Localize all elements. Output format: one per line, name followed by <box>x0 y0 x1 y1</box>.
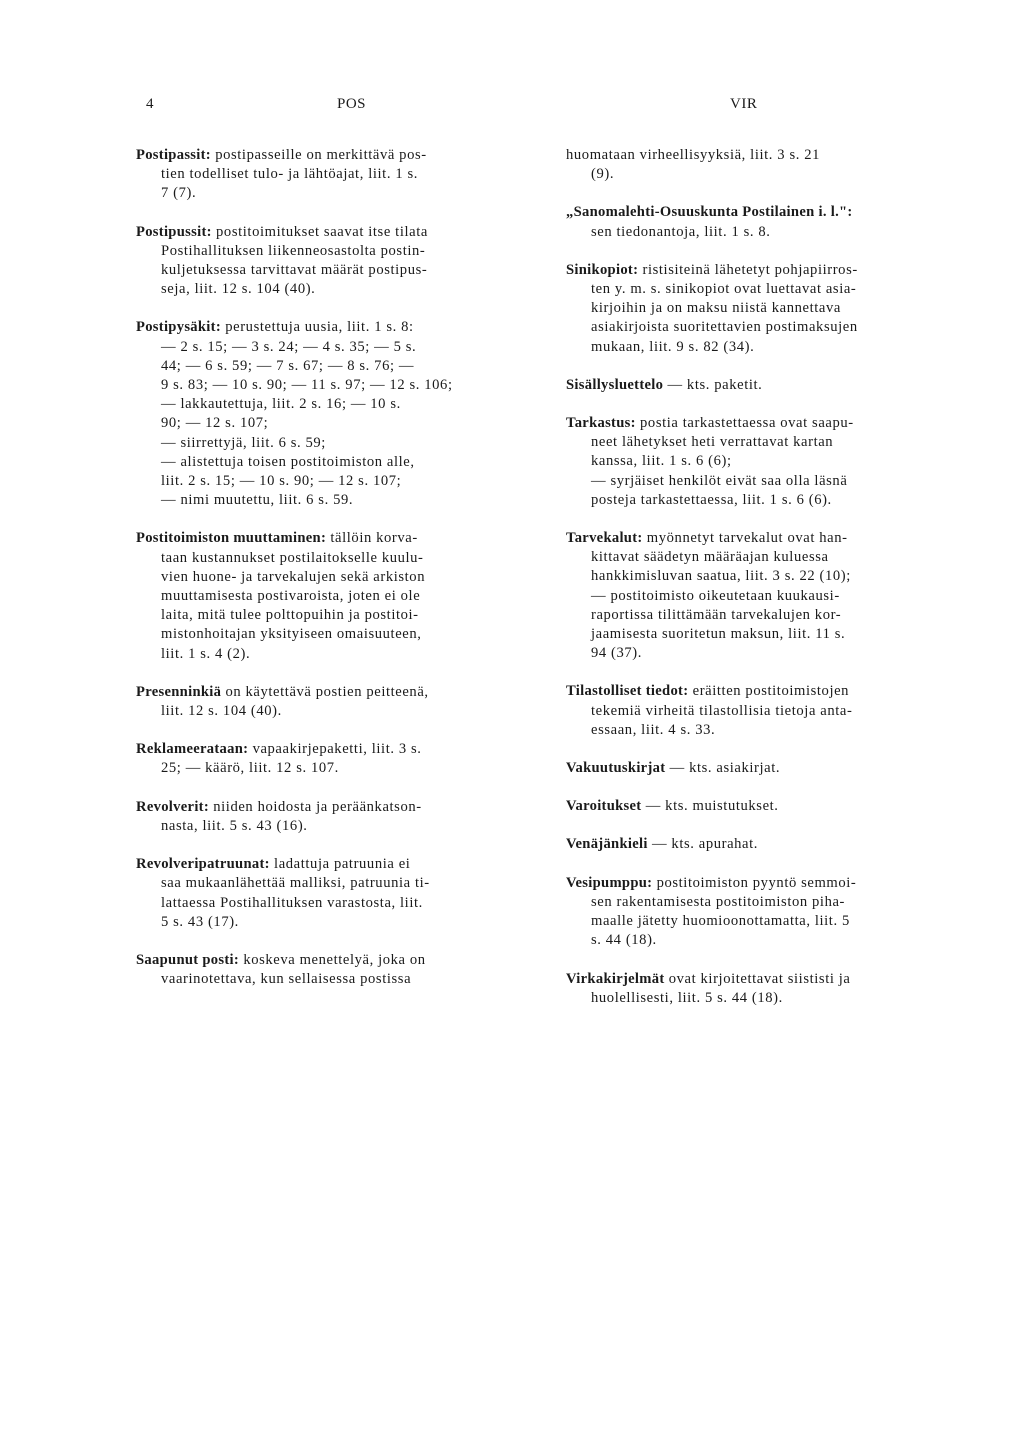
left-column <box>136 146 544 1008</box>
entry-line <box>136 414 544 433</box>
entry-line <box>136 529 544 548</box>
entry-line <box>136 491 544 510</box>
entry-text: — syrjäiset henkilöt eivät saa olla läsnä <box>591 472 848 489</box>
entry-line <box>566 835 974 854</box>
index-entry-tarkastus <box>566 414 974 510</box>
entry-line <box>566 912 974 931</box>
entry-text: — kts. asiakirjat. <box>669 760 781 777</box>
entry-text: — kts. apurahat. <box>651 836 759 853</box>
entry-line <box>136 855 544 874</box>
entry-line <box>136 625 544 644</box>
entry-line <box>136 184 544 203</box>
index-entry-venajankieli <box>566 835 974 854</box>
index-entry-vakuutuskirjat <box>566 759 974 778</box>
entry-line <box>566 376 974 395</box>
entry-line <box>136 318 544 337</box>
entry-line <box>136 395 544 414</box>
entry-text: ladattuja patruunia ei <box>274 856 411 873</box>
entry-keyword: Varoitukset <box>566 798 642 815</box>
entry-keyword: Vakuutuskirjat <box>566 760 666 777</box>
entry-line <box>566 318 974 337</box>
entry-line <box>566 893 974 912</box>
index-entry-presenninkia <box>136 683 544 721</box>
entry-line <box>136 817 544 836</box>
entry-line <box>136 970 544 989</box>
entry-text: jaamisesta suoritetun maksun, liit. 11 s. <box>591 626 846 643</box>
entry-keyword: Virkakirjelmät <box>566 970 665 987</box>
entry-line <box>566 931 974 950</box>
entry-text: 5 s. 43 (17). <box>161 913 239 930</box>
entry-text: tien todelliset tulo- ja lähtöajat, liit. 1 s. <box>161 166 419 183</box>
entry-text: 25; — käärö, liit. 12 s. 107. <box>161 760 339 777</box>
index-entry-huomataan <box>566 146 974 184</box>
entry-text: ovat kirjoitettavat siististi ja <box>668 970 851 987</box>
entry-line <box>136 472 544 491</box>
entry-line <box>566 644 974 663</box>
entry-text: niiden hoidosta ja peräänkatson- <box>213 798 422 815</box>
entry-line <box>136 549 544 568</box>
entry-line <box>136 951 544 970</box>
entry-text: huomataan virheellisyyksiä, liit. 3 s. 21 <box>566 147 821 163</box>
entry-text: — postitoimisto oikeutetaan kuukausi- <box>591 587 840 604</box>
entry-line <box>566 491 974 510</box>
entry-text: 7 (7). <box>161 185 197 202</box>
entry-text: postia tarkastettaessa ovat saapu- <box>640 415 854 432</box>
entry-line <box>136 280 544 299</box>
index-entry-tarvekalut <box>566 529 974 663</box>
entry-text: perustettuja uusia, liit. 1 s. 8: <box>225 319 414 336</box>
entry-text: hankkimisluvan saatua, liit. 3 s. 22 (10); <box>591 568 851 585</box>
entry-line <box>136 223 544 242</box>
entry-line <box>566 529 974 548</box>
entry-text: sen tiedonantoja, liit. 1 s. 8. <box>591 223 771 240</box>
entry-text: liit. 1 s. 4 (2). <box>161 645 251 662</box>
entry-line <box>136 453 544 472</box>
index-entry-saapunut <box>136 951 544 989</box>
entry-line <box>136 606 544 625</box>
entry-line <box>136 759 544 778</box>
entry-line <box>136 568 544 587</box>
entry-text: posteja tarkastettaessa, liit. 1 s. 6 (6). <box>591 491 832 508</box>
entry-keyword: Tarvekalut: <box>566 530 643 547</box>
index-entry-vesipumppu <box>566 874 974 951</box>
entry-text: kittavat säädetyn määräajan kuluessa <box>591 549 829 566</box>
entry-line <box>136 338 544 357</box>
entry-line <box>566 338 974 357</box>
entry-line <box>566 261 974 280</box>
entry-line <box>566 452 974 471</box>
entry-text: ristisiteinä lähetetyt pohjapiirros- <box>642 261 858 278</box>
entry-text: postipasseille on merkittävä pos- <box>215 147 427 163</box>
entry-text: sen rakentamisesta postitoimiston piha- <box>591 893 846 910</box>
entry-text: lattaessa Postihallituksen varastosta, liit. <box>161 894 423 911</box>
entry-text: asiakirjoista suoritettavien postimaksujen <box>591 319 858 336</box>
entry-text: laita, mitä tulee polttopuihin ja postitoi- <box>161 607 419 624</box>
entry-text: (9). <box>591 166 615 183</box>
entry-keyword: Postipysäkit: <box>136 319 221 336</box>
entry-line <box>566 874 974 893</box>
entry-text: — alistettuja toisen postitoimiston alle, <box>161 453 415 470</box>
entry-line <box>136 740 544 759</box>
entry-line <box>136 894 544 913</box>
entry-text: neet lähetykset heti verrattavat kartan <box>591 434 834 451</box>
entry-line <box>566 721 974 740</box>
right-column <box>566 146 974 1027</box>
entry-text: maalle jätetty huomioonottamatta, liit. 5 <box>591 913 850 930</box>
entry-line <box>136 242 544 261</box>
running-head-left: POS <box>337 96 367 112</box>
entry-text: kirjoihin ja on maksu niistä kannettava <box>591 300 841 317</box>
entry-line <box>136 683 544 702</box>
index-entry-revolverit <box>136 798 544 836</box>
entry-line <box>136 434 544 453</box>
entry-line <box>136 587 544 606</box>
entry-text: — siirrettyjä, liit. 6 s. 59; <box>161 434 326 451</box>
entry-text: tekemiä virheitä tilastollisia tietoja anta- <box>591 702 853 719</box>
entry-line <box>566 203 974 222</box>
entry-line <box>566 797 974 816</box>
entry-line <box>566 280 974 299</box>
entry-line <box>566 702 974 721</box>
entry-text: mistonhoitajan yksityiseen omaisuuteen, <box>161 626 422 643</box>
entry-line <box>136 913 544 932</box>
entry-text: liit. 12 s. 104 (40). <box>161 703 282 720</box>
entry-line <box>136 645 544 664</box>
index-entry-sisallysluettelo <box>566 376 974 395</box>
entry-text: vapaakirjepaketti, liit. 3 s. <box>252 741 422 758</box>
entry-line <box>136 146 544 165</box>
entry-line <box>136 798 544 817</box>
entry-text: 9 s. 83; — 10 s. 90; — 11 s. 97; — 12 s. 106; <box>161 377 453 394</box>
entry-text: seja, liit. 12 s. 104 (40). <box>161 281 316 298</box>
entry-text: tällöin korva- <box>330 530 418 547</box>
entry-keyword: Presenninkiä <box>136 683 222 700</box>
entry-keyword: Sisällysluettelo <box>566 376 664 393</box>
entry-keyword: Venäjänkieli <box>566 836 648 853</box>
entry-line <box>136 357 544 376</box>
entry-text: koskeva menettelyä, joka on <box>243 951 426 968</box>
entry-line <box>136 165 544 184</box>
entry-text: kuljetuksessa tarvittavat määrät postipus- <box>161 262 428 279</box>
entry-text: mukaan, liit. 9 s. 82 (34). <box>591 338 755 355</box>
entry-keyword: Postitoimiston muuttaminen: <box>136 530 327 547</box>
entry-text: on käytettävä postien peitteenä, <box>225 683 429 700</box>
entry-line <box>566 548 974 567</box>
entry-line <box>566 970 974 989</box>
entry-text: liit. 2 s. 15; — 10 s. 90; — 12 s. 107; <box>161 473 402 490</box>
entry-text: kanssa, liit. 1 s. 6 (6); <box>591 453 732 470</box>
entry-text: postitoimiston pyyntö semmoi- <box>656 874 857 891</box>
entry-keyword: Reklameerataan: <box>136 741 249 758</box>
entry-keyword: Revolveripatruunat: <box>136 856 270 873</box>
entry-line <box>566 472 974 491</box>
index-entry-virkakirjelmat <box>566 970 974 1008</box>
entry-line <box>566 414 974 433</box>
entry-line <box>566 587 974 606</box>
entry-text: — kts. paketit. <box>667 376 763 393</box>
entry-text: saa mukaanlähettää malliksi, patruunia ti- <box>161 875 430 892</box>
index-entry-postitoimiston <box>136 529 544 663</box>
running-head-right: VIR <box>730 96 758 112</box>
index-entry-sanomalehti <box>566 203 974 241</box>
index-entry-postipassit <box>136 146 544 204</box>
entry-keyword: Postipassit: <box>136 147 211 163</box>
entry-text: vien huone- ja tarvekalujen sekä arkiston <box>161 568 426 585</box>
entry-text: myönnetyt tarvekalut ovat han- <box>646 530 848 547</box>
entry-text: 90; — 12 s. 107; <box>161 415 269 432</box>
entry-text: Postihallituksen liikenneosastolta postin- <box>161 242 426 259</box>
index-entry-varoitukset <box>566 797 974 816</box>
entry-text: eräitten postitoimistojen <box>692 683 850 700</box>
entry-text: postitoimitukset saavat itse tilata <box>216 223 428 240</box>
entry-line <box>566 759 974 778</box>
entry-line <box>136 874 544 893</box>
entry-line <box>566 567 974 586</box>
entry-line <box>136 261 544 280</box>
index-entry-tilastolliset <box>566 682 974 740</box>
entry-text: ten y. m. s. sinikopiot ovat luettavat asia- <box>591 281 857 298</box>
entry-keyword: „Sanomalehti-Osuuskunta Postilainen i. l.": <box>566 204 853 221</box>
entry-text: taan kustannukset postilaitokselle kuulu- <box>161 549 424 566</box>
entry-line <box>566 223 974 242</box>
entry-line <box>566 165 974 184</box>
entry-line <box>566 682 974 701</box>
entry-text: — nimi muutettu, liit. 6 s. 59. <box>161 492 354 509</box>
entry-keyword: Sinikopiot: <box>566 261 639 278</box>
entry-line <box>566 433 974 452</box>
page-number: 4 <box>146 96 154 112</box>
entry-keyword: Postipussit: <box>136 223 212 240</box>
entry-text: — 2 s. 15; — 3 s. 24; — 4 s. 35; — 5 s. <box>161 338 417 355</box>
index-entry-postipussit <box>136 223 544 300</box>
entry-keyword: Vesipumppu: <box>566 874 653 891</box>
index-entry-postipysakit <box>136 318 544 510</box>
entry-line <box>566 299 974 318</box>
entry-text: vaarinotettava, kun sellaisessa postissa <box>161 971 412 988</box>
entry-text: muuttamisesta postivaroista, joten ei ole <box>161 588 421 605</box>
entry-text: 94 (37). <box>591 645 643 662</box>
entry-text: huolellisesti, liit. 5 s. 44 (18). <box>591 989 783 1006</box>
entry-line <box>566 625 974 644</box>
entry-line <box>136 376 544 395</box>
entry-line <box>566 606 974 625</box>
entry-keyword: Tarkastus: <box>566 415 636 432</box>
page-header <box>0 96 1024 120</box>
entry-keyword: Tilastolliset tiedot: <box>566 683 689 700</box>
entry-line <box>566 146 974 165</box>
entry-text: — lakkautettuja, liit. 2 s. 16; — 10 s. <box>161 396 401 413</box>
entry-text: 44; — 6 s. 59; — 7 s. 67; — 8 s. 76; — <box>161 357 415 374</box>
entry-line <box>136 702 544 721</box>
index-entry-sinikopiot <box>566 261 974 357</box>
entry-keyword: Revolverit: <box>136 798 209 815</box>
entry-text: raportissa tilittämään tarvekalujen kor- <box>591 606 842 623</box>
entry-text: essaan, liit. 4 s. 33. <box>591 721 716 738</box>
entry-text: nasta, liit. 5 s. 43 (16). <box>161 817 308 834</box>
entry-line <box>566 989 974 1008</box>
index-entry-reklameerataan <box>136 740 544 778</box>
entry-text: s. 44 (18). <box>591 932 657 949</box>
entry-text: — kts. muistutukset. <box>645 798 779 815</box>
index-entry-revolveripatruunat <box>136 855 544 932</box>
entry-keyword: Saapunut posti: <box>136 951 240 968</box>
